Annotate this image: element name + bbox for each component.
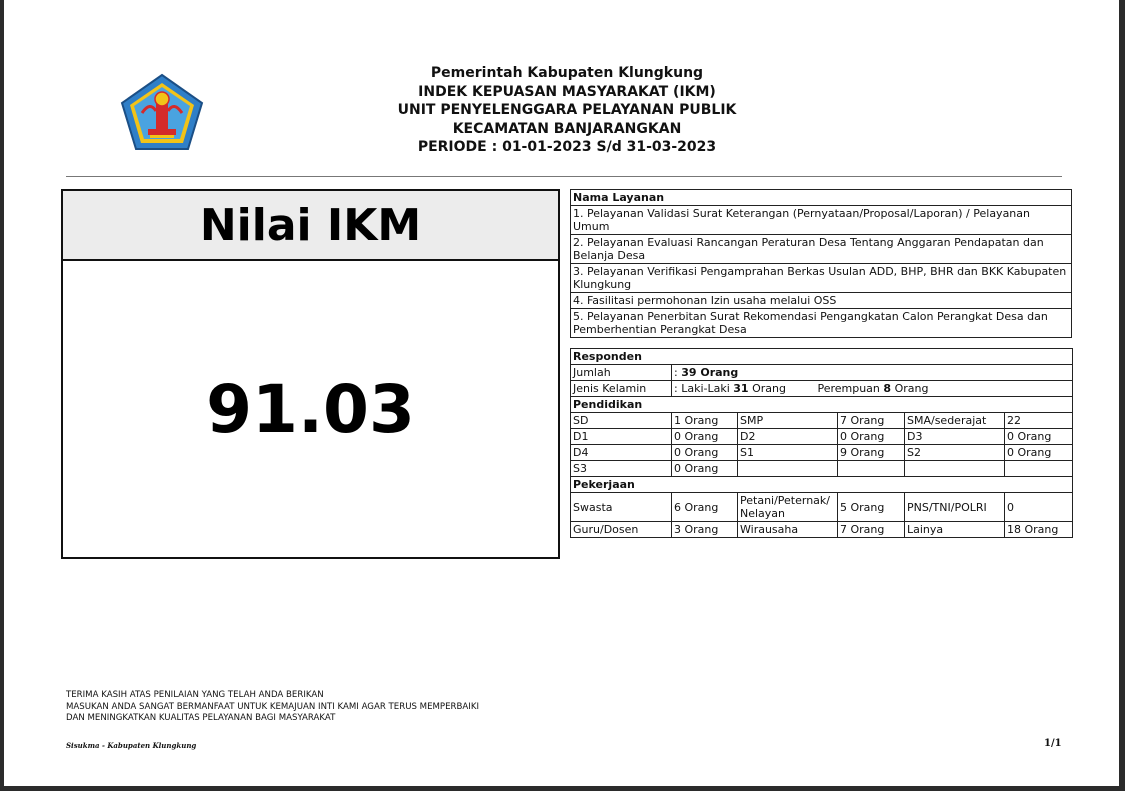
jumlah-label: Jumlah (571, 365, 672, 381)
ikm-value: 91.03 (206, 370, 415, 448)
header-government: Pemerintah Kabupaten Klungkung (430, 65, 704, 81)
education-row: S3 0 Orang (571, 461, 1073, 477)
klungkung-emblem-icon (120, 73, 204, 151)
respondents-heading: Responden (571, 349, 1073, 365)
occupation-heading: Pekerjaan (571, 477, 1073, 493)
ikm-title: Nilai IKM (63, 191, 558, 261)
gender-value: : Laki-Laki 31 Orang Perempuan 8 Orang (672, 381, 1073, 397)
header-period: PERIODE : 01-01-2023 S/d 31-03-2023 (417, 139, 717, 155)
service-item: 5. Pelayanan Penerbitan Surat Rekomendasi Pengangkatan Calon Perangkat Desa dan Pemberhentian Perangkat Desa (571, 309, 1072, 338)
header-divider (66, 176, 1062, 177)
occupation-row: Swasta 6 Orang Petani/Peternak/ Nelayan 5 Orang PNS/TNI/POLRI 0 (571, 493, 1073, 522)
services-table (570, 189, 1072, 338)
education-heading: Pendidikan (571, 397, 1073, 413)
occupation-row: Guru/Dosen 3 Orang Wirausaha 7 Orang Lainya 18 Orang (571, 522, 1073, 538)
respondents-table (570, 348, 1073, 538)
gender-label: Jenis Kelamin (571, 381, 672, 397)
sisukma-credit: Sisukma - Kabupaten Klungkung (66, 741, 197, 750)
education-row: D4 0 Orang S1 9 Orang S2 0 Orang (571, 445, 1073, 461)
jumlah-value: : 39 Orang (672, 365, 1073, 381)
document-header (304, 64, 830, 157)
header-title: INDEK KEPUASAN MASYARAKAT (IKM) (418, 83, 716, 100)
document-page (4, 0, 1119, 786)
services-heading: Nama Layanan (571, 190, 1072, 206)
education-row: D1 0 Orang D2 0 Orang D3 0 Orang (571, 429, 1073, 445)
education-row: SD 1 Orang SMP 7 Orang SMA/sederajat 22 (571, 413, 1073, 429)
header-district: KECAMATAN BANJARANGKAN (452, 120, 682, 137)
service-item: 2. Pelayanan Evaluasi Rancangan Peraturan Desa Tentang Anggaran Pendapatan dan Belanja Desa (571, 235, 1072, 264)
service-item: 1. Pelayanan Validasi Surat Keterangan (Pernyataan/Proposal/Laporan) / Pelayanan Umum (571, 206, 1072, 235)
service-item: 3. Pelayanan Verifikasi Pengamprahan Berkas Usulan ADD, BHP, BHR dan BKK Kabupaten Klungkung (571, 264, 1072, 293)
header-unit: UNIT PENYELENGGARA PELAYANAN PUBLIK (397, 102, 737, 118)
ikm-score-box (61, 189, 560, 559)
page-number: 1/1 (1044, 738, 1062, 749)
service-item: 4. Fasilitasi permohonan Izin usaha melalui OSS (571, 293, 1072, 309)
thank-you-note: TERIMA KASIH ATAS PENILAIAN YANG TELAH ANDA BERIKAN MASUKAN ANDA SANGAT BERMANFAAT UNTUK KEMAJUAN INTI KAMI AGAR TERUS MEMPERBAIKI DAN MENINGKATKAN KUALITAS PELAYANAN BAGI MASYARAKAT (66, 690, 479, 723)
